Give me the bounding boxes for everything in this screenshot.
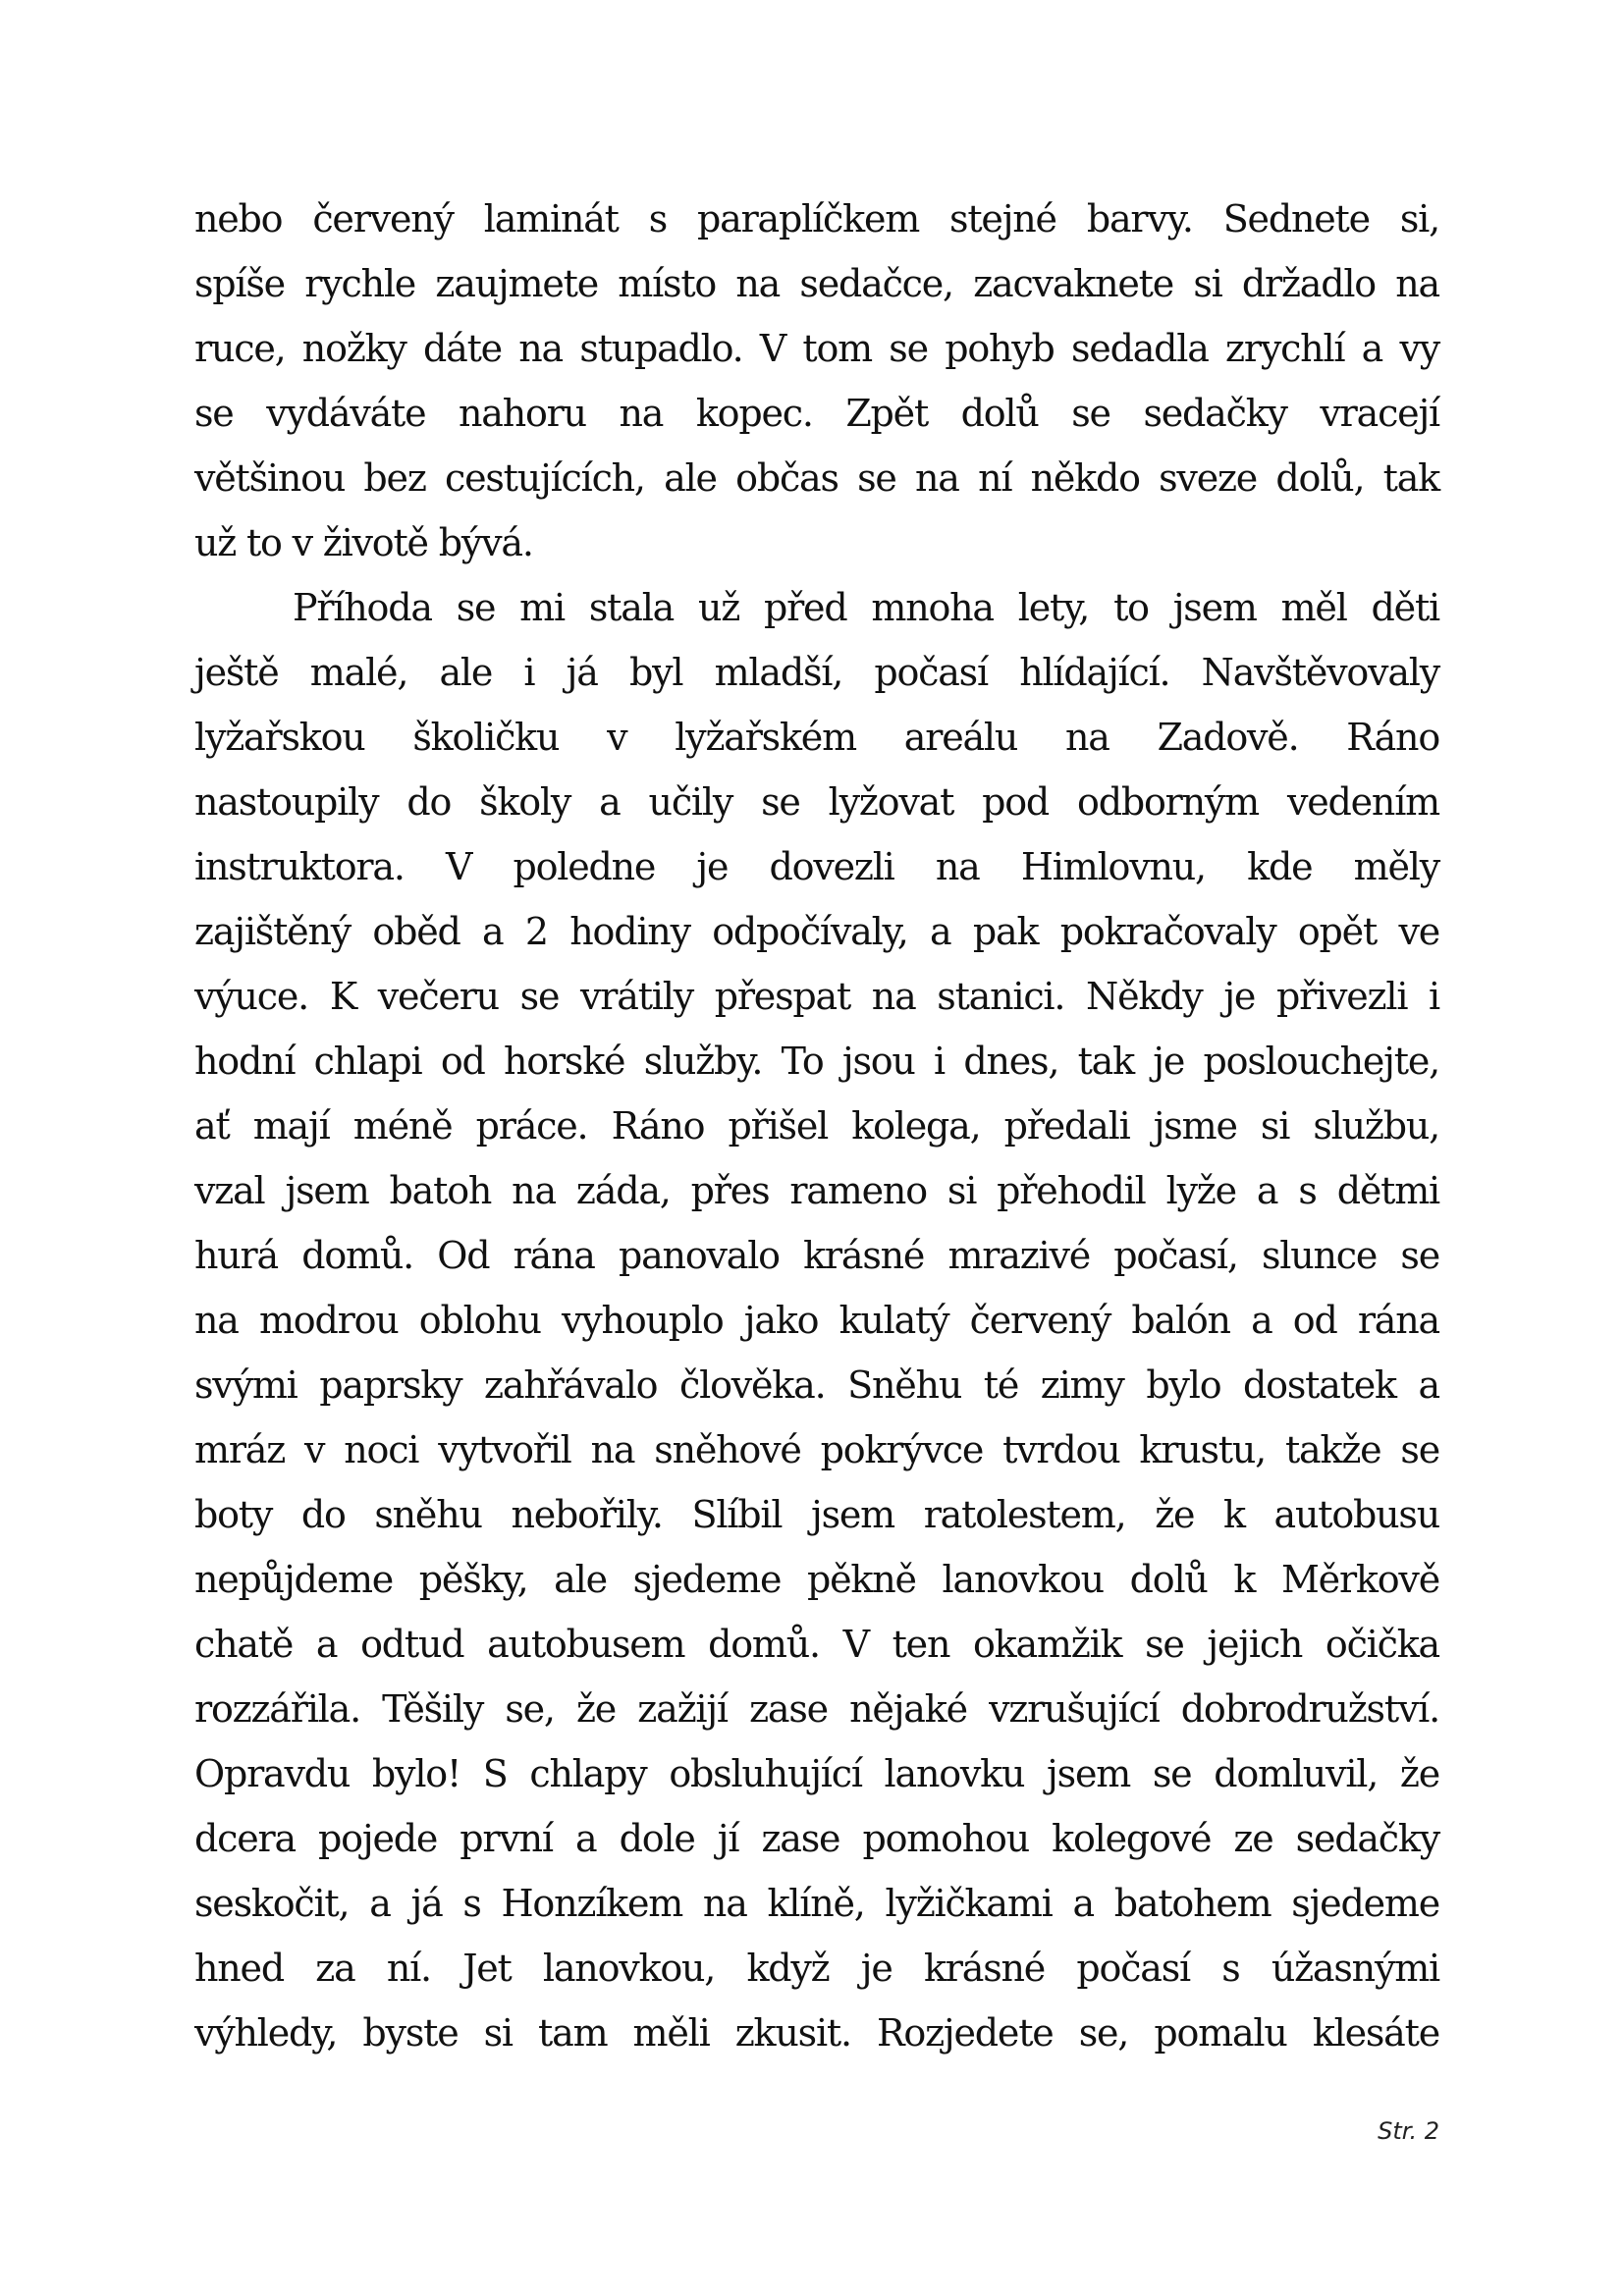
text-line: dcera pojede první a dole jí zase pomohou kolegové ze sedačky bbox=[194, 1817, 1439, 1860]
text-line: chatě a odtud autobusem domů. V ten okamžik se jejich očička bbox=[194, 1623, 1439, 1666]
text-line: na modrou oblohu vyhouplo jako kulatý červený balón a od rána bbox=[194, 1299, 1439, 1342]
text-line: spíše rychle zaujmete místo na sedačce, zacvaknete si držadlo na bbox=[194, 262, 1439, 305]
text-line: rozzářila. Těšily se, že zažijí zase nějaké vzrušující dobrodružství. bbox=[194, 1687, 1439, 1731]
text-line: boty do sněhu nebořily. Slíbil jsem ratolestem, že k autobusu bbox=[194, 1493, 1439, 1536]
text-line: zajištěný oběd a 2 hodiny odpočívaly, a pak pokračovaly opět ve bbox=[194, 910, 1439, 953]
text-line: Opravdu bylo! S chlapy obsluhující lanovku jsem se domluvil, že bbox=[194, 1752, 1439, 1795]
text-line: hurá domů. Od rána panovalo krásné mrazivé počasí, slunce se bbox=[194, 1234, 1439, 1277]
text-line: výuce. K večeru se vrátily přespat na stanici. Někdy je přivezli i bbox=[194, 975, 1439, 1018]
text-line: hodní chlapi od horské služby. To jsou i dnes, tak je poslouchejte, bbox=[194, 1040, 1439, 1083]
text-line: seskočit, a já s Honzíkem na klíně, lyžičkami a batohem sjedeme bbox=[194, 1882, 1439, 1925]
text-line: výhledy, byste si tam měli zkusit. Rozjedete se, pomalu klesáte bbox=[194, 2011, 1439, 2055]
text-line: ještě malé, ale i já byl mladší, počasí hlídající. Navštěvovaly bbox=[194, 651, 1439, 694]
text-line: nepůjdeme pěšky, ale sjedeme pěkně lanovkou dolů k Měrkově bbox=[194, 1558, 1439, 1601]
text-line: nebo červený laminát s paraplíčkem stejné barvy. Sednete si, bbox=[194, 197, 1439, 240]
text-line: nastoupily do školy a učily se lyžovat pod odborným vedením bbox=[194, 780, 1439, 824]
text-line: mráz v noci vytvořil na sněhové pokrývce tvrdou krustu, takže se bbox=[194, 1428, 1439, 1471]
body-text bbox=[194, 187, 1439, 2065]
text-line: ruce, nožky dáte na stupadlo. V tom se pohyb sedadla zrychlí a vy bbox=[194, 327, 1439, 370]
text-line: Příhoda se mi stala už před mnoha lety, to jsem měl děti bbox=[293, 586, 1439, 629]
text-line: většinou bez cestujících, ale občas se na ní někdo sveze dolů, tak bbox=[194, 456, 1439, 500]
text-line: už to v životě bývá. bbox=[194, 521, 533, 564]
text-line: instruktora. V poledne je dovezli na Himlovnu, kde měly bbox=[194, 845, 1439, 888]
text-line: ať mají méně práce. Ráno přišel kolega, předali jsme si službu, bbox=[194, 1104, 1439, 1148]
text-line: svými paprsky zahřávalo člověka. Sněhu té zimy bylo dostatek a bbox=[194, 1363, 1439, 1407]
text-line: hned za ní. Jet lanovkou, když je krásné počasí s úžasnými bbox=[194, 1947, 1439, 1990]
page-number: Str. 2 bbox=[1378, 2117, 1439, 2145]
text-line: se vydáváte nahoru na kopec. Zpět dolů se sedačky vracejí bbox=[194, 392, 1439, 435]
text-line: vzal jsem batoh na záda, přes rameno si přehodil lyže a s dětmi bbox=[194, 1169, 1439, 1212]
text-line: lyžařskou školičku v lyžařském areálu na Zadově. Ráno bbox=[194, 716, 1439, 759]
